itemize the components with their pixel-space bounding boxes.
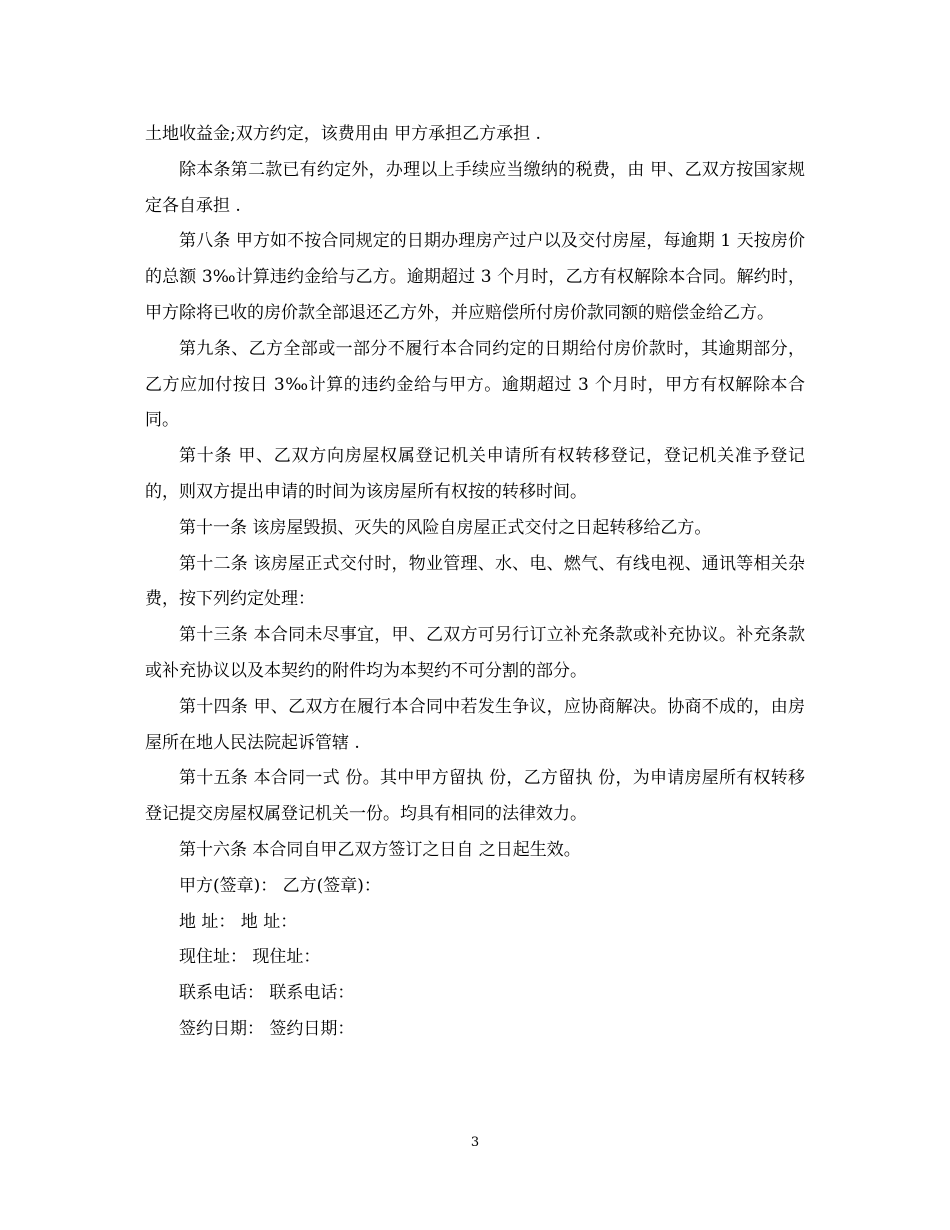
signature-line-date: 签约日期： 签约日期： [179, 1018, 355, 1039]
signature-line-parties: 甲方(签章)： 乙方(签章)： [179, 875, 381, 896]
page-number: 3 [470, 1135, 480, 1150]
paragraph-article-12: 第十二条 该房屋正式交付时，物业管理、水、电、燃气、有线电视、通讯等相关杂费，按下列约定处理： [145, 553, 805, 610]
paragraph-article-9: 第九条、乙方全部或一部分不履行本合同约定的日期给付房价款时，其逾期部分，乙方应加付按日 3‰计算的违约金给与甲方。逾期超过 3 个月时，甲方有权解除本合同。 [145, 338, 805, 431]
paragraph-article-14: 第十四条 甲、乙双方在履行本合同中若发生争议，应协商解决。协商不成的，由房屋所在地人民法院起诉管辖 . [145, 696, 805, 753]
paragraph-taxes-and-fees: 除本条第二款已有约定外，办理以上手续应当缴纳的税费，由 甲、乙双方按国家规定各自承担 . [145, 159, 805, 216]
document-body [145, 117, 805, 1048]
signature-line-current-address: 现住址： 现住址： [179, 947, 321, 968]
paragraph-article-8: 第八条 甲方如不按合同规定的日期办理房产过户以及交付房屋，每逾期 1 天按房价的总额 3‰计算违约金给与乙方。逾期超过 3 个月时，乙方有权解除本合同。解约时，甲方除将已收的房价款全部退还乙方外，并应赔偿所付房价款同额的赔偿金给乙方。 [145, 231, 805, 323]
paragraph-article-10: 第十条 甲、乙双方向房屋权属登记机关申请所有权转移登记，登记机关准予登记的，则双方提出申请的时间为该房屋所有权按的转移时间。 [145, 446, 805, 502]
paragraph-article-15: 第十五条 本合同一式 份。其中甲方留执 份，乙方留执 份，为申请房屋所有权转移登记提交房屋权属登记机关一份。均具有相同的法律效力。 [145, 768, 805, 825]
paragraph-land-revenue-fee: 土地收益金;双方约定，该费用由 甲方承担乙方承担 . [145, 124, 541, 144]
signature-line-address: 地 址： 地 址： [179, 911, 298, 932]
paragraph-article-11: 第十一条 该房屋毁损、灭失的风险自房屋正式交付之日起转移给乙方。 [179, 517, 712, 538]
paragraph-article-16: 第十六条 本合同自甲乙双方签订之日自 之日起生效。 [179, 839, 581, 860]
signature-line-phone: 联系电话： 联系电话： [179, 983, 355, 1004]
paragraph-article-13: 第十三条 本合同未尽事宜，甲、乙双方可另行订立补充条款或补充协议。补充条款或补充协议以及本契约的附件均为本契约不可分割的部分。 [145, 625, 805, 681]
